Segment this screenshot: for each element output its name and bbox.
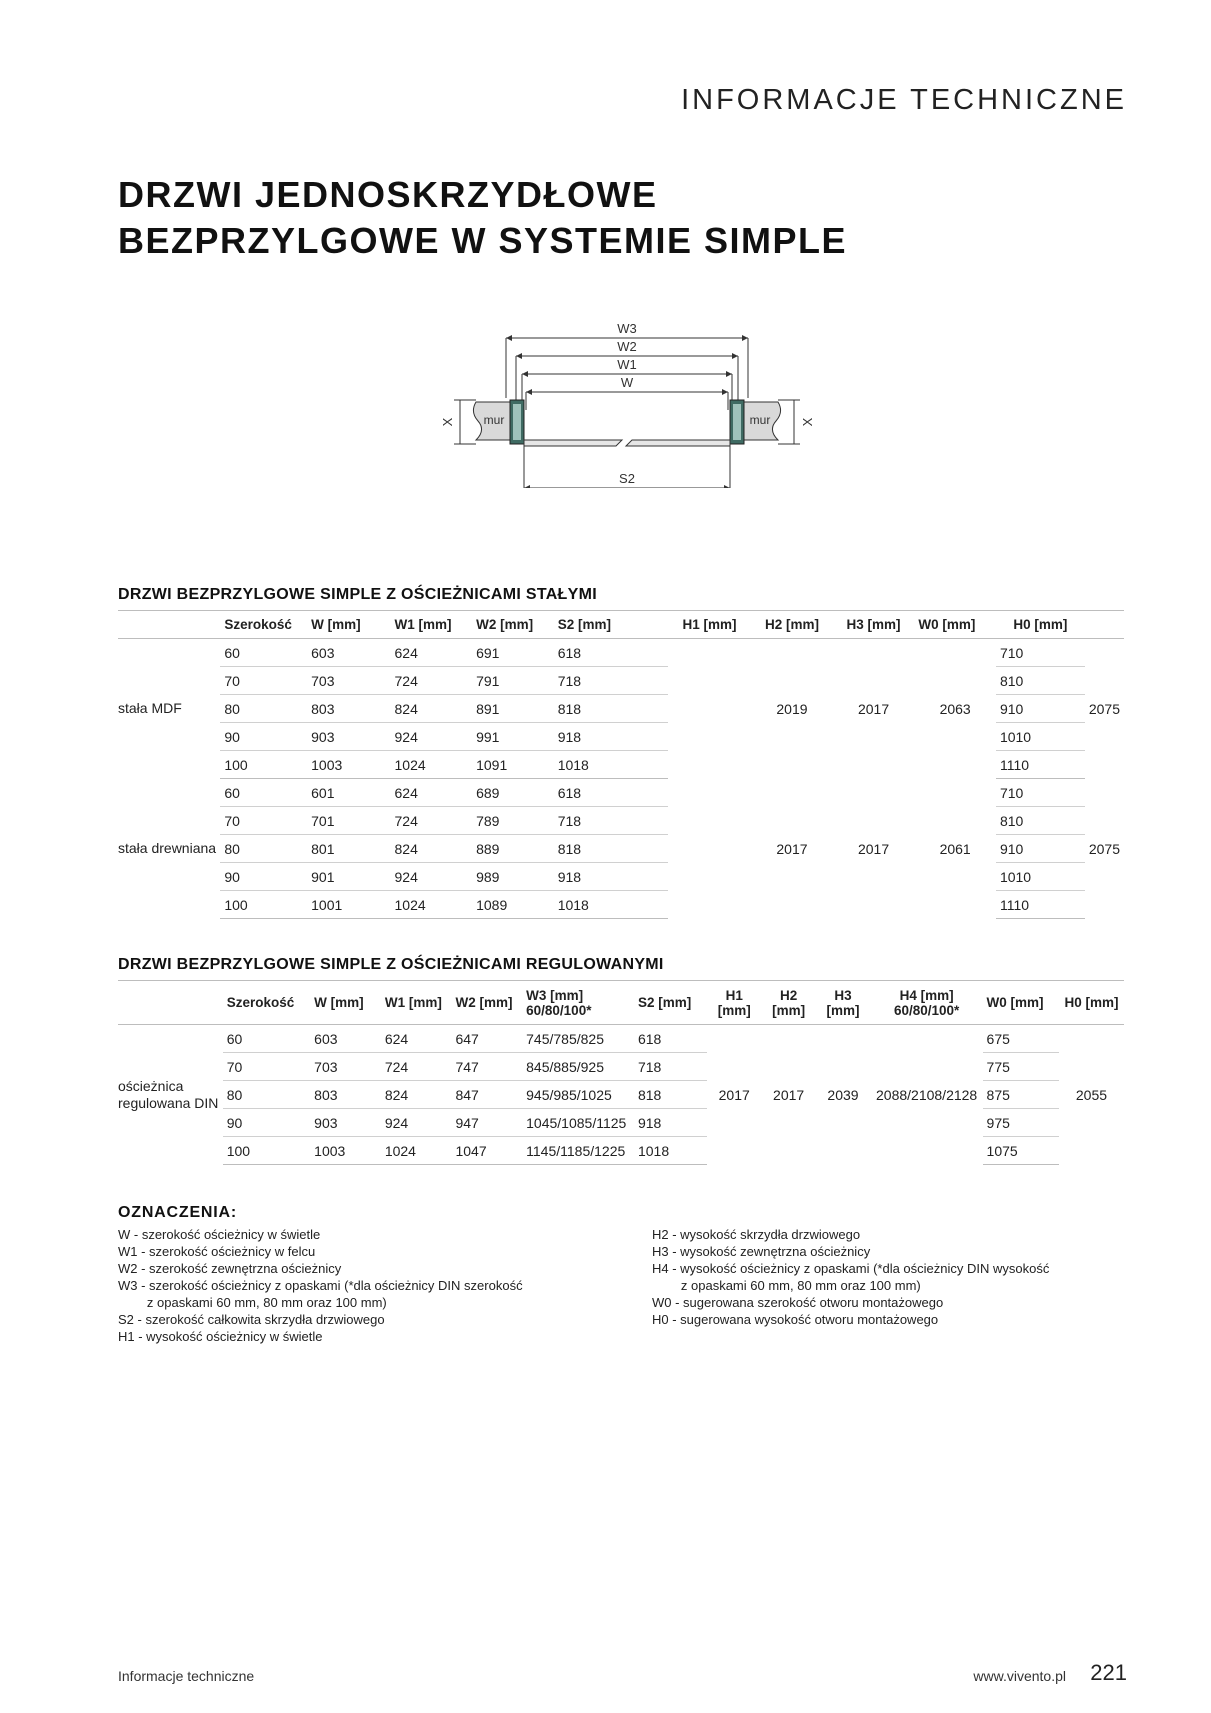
table-header-row xyxy=(118,981,1124,1025)
legend-item: z opaskami 60 mm, 80 mm oraz 100 mm) xyxy=(118,1295,387,1310)
legend-item: z opaskami 60 mm, 80 mm oraz 100 mm) xyxy=(652,1278,921,1293)
row-group-label: ościeżnica regulowana DIN xyxy=(118,1077,219,1111)
col-header: S2 [mm] xyxy=(557,617,611,632)
col-header: S2 [mm] xyxy=(637,995,692,1010)
col-header: H1 [mm] xyxy=(717,987,751,1018)
page-number: 221 xyxy=(1090,1660,1127,1685)
table-cell: 1018 xyxy=(554,891,668,919)
table-cell: 924 xyxy=(381,1109,452,1137)
table1-title: DRZWI BEZPRZYLGOWE SIMPLE Z OŚCIEŻNICAMI STAŁYMI xyxy=(118,586,597,603)
table-cell: 647 xyxy=(451,1025,522,1053)
w0-value: 910 xyxy=(996,835,1085,863)
table-cell: 824 xyxy=(391,835,473,863)
table-cell: 618 xyxy=(634,1025,707,1053)
table-cell: 889 xyxy=(472,835,554,863)
table2-title: DRZWI BEZPRZYLGOWE SIMPLE Z OŚCIEŻNICAMI REGULOWANYMI xyxy=(118,956,664,973)
w0-value: 710 xyxy=(996,639,1085,667)
legend-item: W - szerokość ościeżnicy w świetle xyxy=(118,1227,321,1242)
table-cell: 918 xyxy=(634,1109,707,1137)
spacer-cell xyxy=(668,779,751,919)
legend-title: OZNACZENIA: xyxy=(118,1204,238,1221)
col-header: W0 [mm] xyxy=(986,995,1044,1010)
table-cell: 989 xyxy=(472,863,554,891)
table-cell: 70 xyxy=(223,1053,310,1081)
table-cell: 80 xyxy=(220,695,307,723)
table-row xyxy=(118,1025,1124,1053)
h3-value: 2039 xyxy=(827,1086,859,1103)
table-cell: 60 xyxy=(220,779,307,807)
legend-item: H0 - sugerowana wysokość otworu montażowego xyxy=(652,1312,939,1327)
table-cell: 824 xyxy=(381,1081,452,1109)
col-header: W2 [mm] xyxy=(476,617,534,632)
h3-value: 2063 xyxy=(939,700,971,717)
x-label-right: X xyxy=(800,417,815,427)
table-cell: 945/985/1025 xyxy=(522,1081,634,1109)
left-wall-label: mur xyxy=(483,413,505,427)
table-cell: 903 xyxy=(307,723,390,751)
table-cell: 845/885/925 xyxy=(522,1053,634,1081)
table-cell: 601 xyxy=(307,779,390,807)
table-cell: 747 xyxy=(451,1053,522,1081)
table-cell: 60 xyxy=(223,1025,310,1053)
col-header: H0 [mm] xyxy=(1064,995,1119,1010)
w0-value: 1075 xyxy=(983,1137,1059,1165)
col-header: H2 [mm] xyxy=(772,987,806,1018)
w0-value: 910 xyxy=(996,695,1085,723)
legend-item: S2 - szerokość całkowita skrzydła drzwiowego xyxy=(118,1312,385,1327)
table-cell: 60 xyxy=(220,639,307,667)
table-cell: 1091 xyxy=(472,751,554,779)
table-cell: 903 xyxy=(310,1109,381,1137)
table-cell: 1024 xyxy=(391,891,473,919)
door-frame-diagram xyxy=(440,318,820,488)
table-cell: 1047 xyxy=(451,1137,522,1165)
table-row xyxy=(118,639,1124,667)
door-leaf-right xyxy=(626,440,730,446)
footer-section-label: Informacje techniczne xyxy=(118,1668,255,1684)
table-cell: 789 xyxy=(472,807,554,835)
h2-value: 2017 xyxy=(773,1086,805,1103)
table-cell: 603 xyxy=(307,639,390,667)
table-cell: 724 xyxy=(391,807,473,835)
legend-left-column xyxy=(118,1226,523,1345)
table-cell: 100 xyxy=(223,1137,310,1165)
col-header: H4 [mm] 60/80/100* xyxy=(893,987,960,1018)
legend-item: H3 - wysokość zewnętrzna ościeżnicy xyxy=(652,1244,871,1259)
table-cell: 918 xyxy=(554,863,668,891)
w0-value: 1010 xyxy=(996,723,1085,751)
adjustable-frames-table xyxy=(118,980,1124,1165)
w0-value: 810 xyxy=(996,667,1085,695)
w0-value: 1110 xyxy=(996,891,1085,919)
legend-item: W3 - szerokość ościeżnicy z opaskami (*dla ościeżnicy DIN szerokość xyxy=(118,1278,523,1293)
fixed-frames-table xyxy=(118,610,1124,919)
h2-value: 2017 xyxy=(857,840,890,857)
table-cell: 801 xyxy=(307,835,390,863)
table-cell: 689 xyxy=(472,779,554,807)
table-cell: 703 xyxy=(310,1053,381,1081)
s2-label: S2 xyxy=(619,471,635,486)
table-cell: 90 xyxy=(220,863,307,891)
legend-right-column xyxy=(652,1226,1049,1328)
table-cell: 603 xyxy=(310,1025,381,1053)
footer-website-link[interactable]: www.vivento.pl xyxy=(973,1668,1066,1684)
table-cell: 818 xyxy=(554,695,668,723)
h1-value: 2019 xyxy=(776,700,808,717)
table-cell: 1018 xyxy=(554,751,668,779)
page-title xyxy=(118,172,847,264)
col-header: W [mm] xyxy=(314,995,364,1010)
table-cell: 1024 xyxy=(391,751,473,779)
right-wall-label: mur xyxy=(749,413,771,427)
w0-value: 775 xyxy=(983,1053,1059,1081)
table-header-row xyxy=(118,611,1124,639)
w-label: W xyxy=(620,375,634,390)
h0-value: 2055 xyxy=(1075,1086,1108,1103)
legend-item: H4 - wysokość ościeżnicy z opaskami (*dla ościeżnicy DIN wysokość xyxy=(652,1261,1050,1276)
col-header: H3 [mm] xyxy=(826,987,860,1018)
table-cell: 824 xyxy=(391,695,473,723)
table-cell: 100 xyxy=(220,751,307,779)
legend-item: H2 - wysokość skrzydła drzwiowego xyxy=(652,1227,861,1242)
col-header: H0 [mm] xyxy=(1013,617,1068,632)
table-cell: 745/785/825 xyxy=(522,1025,634,1053)
col-header: W2 [mm] xyxy=(455,995,513,1010)
table-cell: 924 xyxy=(391,723,473,751)
x-label-left: X xyxy=(440,417,455,427)
table-cell: 90 xyxy=(223,1109,310,1137)
w0-value: 710 xyxy=(996,779,1085,807)
table-cell: 618 xyxy=(554,639,668,667)
w1-label: W1 xyxy=(617,357,637,372)
table-cell: 80 xyxy=(220,835,307,863)
table-cell: 1001 xyxy=(307,891,390,919)
col-header: W1 [mm] xyxy=(384,995,442,1010)
table-cell: 724 xyxy=(391,667,473,695)
w0-value: 810 xyxy=(996,807,1085,835)
table-cell: 624 xyxy=(391,779,473,807)
legend-item: W0 - sugerowana szerokość otworu montażowego xyxy=(652,1295,944,1310)
table-cell: 718 xyxy=(634,1053,707,1081)
col-header: Szerokość xyxy=(226,995,295,1010)
col-header: Szerokość xyxy=(224,617,292,632)
table-cell: 847 xyxy=(451,1081,522,1109)
table-cell: 1018 xyxy=(634,1137,707,1165)
table-cell: 90 xyxy=(220,723,307,751)
table-cell: 803 xyxy=(307,695,390,723)
page-title-line1: DRZWI JEDNOSKRZYDŁOWE xyxy=(118,174,658,215)
row-group-label: stała drewniana xyxy=(118,840,217,856)
legend-item: W1 - szerokość ościeżnicy w felcu xyxy=(118,1244,316,1259)
table-cell: 718 xyxy=(554,807,668,835)
w0-value: 875 xyxy=(983,1081,1059,1109)
col-header: W [mm] xyxy=(311,617,361,632)
col-header: W0 [mm] xyxy=(918,617,976,632)
w0-value: 675 xyxy=(983,1025,1059,1053)
h1-value: 2017 xyxy=(776,840,808,857)
spacer-cell xyxy=(668,639,751,779)
col-header: H2 [mm] xyxy=(764,617,819,632)
table-cell: 901 xyxy=(307,863,390,891)
page-title-line2: BEZPRZYLGOWE W SYSTEMIE SIMPLE xyxy=(118,220,848,261)
table-cell: 918 xyxy=(554,723,668,751)
table-cell: 891 xyxy=(472,695,554,723)
table-cell: 718 xyxy=(554,667,668,695)
w2-label: W2 xyxy=(617,339,637,354)
w0-value: 1110 xyxy=(996,751,1085,779)
table-cell: 703 xyxy=(307,667,390,695)
table-cell: 724 xyxy=(381,1053,452,1081)
h2-value: 2017 xyxy=(857,700,890,717)
col-header: H1 [mm] xyxy=(682,617,737,632)
table-cell: 70 xyxy=(220,807,307,835)
table-cell: 1089 xyxy=(472,891,554,919)
w0-value: 1010 xyxy=(996,863,1085,891)
table-cell: 624 xyxy=(381,1025,452,1053)
table-cell: 701 xyxy=(307,807,390,835)
table-cell: 1003 xyxy=(310,1137,381,1165)
table-cell: 947 xyxy=(451,1109,522,1137)
table-cell: 818 xyxy=(634,1081,707,1109)
table-cell: 791 xyxy=(472,667,554,695)
h1-value: 2017 xyxy=(718,1086,750,1103)
table-cell: 100 xyxy=(220,891,307,919)
row-group-label: stała MDF xyxy=(118,700,182,717)
h0-value: 2075 xyxy=(1088,700,1120,717)
h0-value: 2075 xyxy=(1088,840,1120,857)
table-cell: 1003 xyxy=(307,751,390,779)
table-cell: 1024 xyxy=(381,1137,452,1165)
h3-value: 2061 xyxy=(939,840,971,857)
table-cell: 80 xyxy=(223,1081,310,1109)
legend-item: W2 - szerokość zewnętrzna ościeżnicy xyxy=(118,1261,342,1276)
table-cell: 70 xyxy=(220,667,307,695)
table-cell: 624 xyxy=(391,639,473,667)
table-cell: 1045/1085/1125 xyxy=(522,1109,634,1137)
header-title: INFORMACJE TECHNICZNE xyxy=(681,84,1127,116)
door-leaf-left xyxy=(524,440,622,446)
table-cell: 691 xyxy=(472,639,554,667)
table-cell: 924 xyxy=(391,863,473,891)
col-header: W1 [mm] xyxy=(394,617,452,632)
table-cell: 818 xyxy=(554,835,668,863)
col-header: H3 [mm] xyxy=(846,617,901,632)
table-row xyxy=(118,779,1124,807)
table-cell: 803 xyxy=(310,1081,381,1109)
table-cell: 1145/1185/1225 xyxy=(522,1137,634,1165)
table-cell: 618 xyxy=(554,779,668,807)
table-cell: 991 xyxy=(472,723,554,751)
col-header: W3 [mm] 60/80/100* xyxy=(526,987,592,1018)
h4-value: 2088/2108/2128 xyxy=(876,1086,978,1103)
legend-item: H1 - wysokość ościeżnicy w świetle xyxy=(118,1329,323,1344)
w3-label: W3 xyxy=(617,321,637,336)
w0-value: 975 xyxy=(983,1109,1059,1137)
